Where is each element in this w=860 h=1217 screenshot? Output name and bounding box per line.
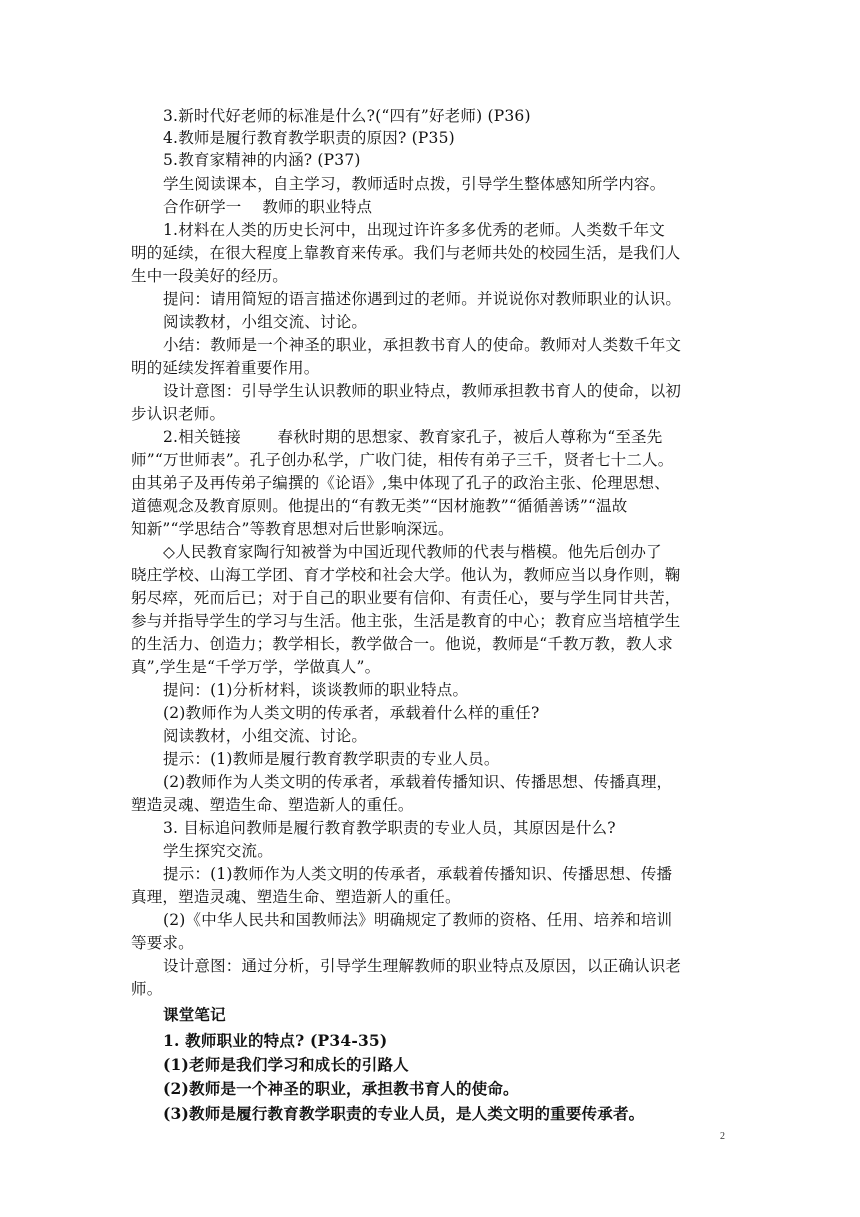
text-line: 阅读教材，小组交流、讨论。 (163, 313, 368, 331)
text-line: (2)教师作为人类文明的传承者，承载着什么样的重任? (163, 704, 540, 722)
text-line: 的生活力、创造力；教学相长，教学做合一。他说，教师是“千教万教，教人求 (131, 635, 673, 653)
text-line: 5.教育家精神的内涵? (P37) (163, 151, 361, 169)
text-line: 知新”“学思结合”等教育思想对后世影响深远。 (131, 520, 454, 538)
text-line: 设计意图：引导学生认识教师的职业特点，教师承担教书育人的使命，以初 (163, 382, 682, 400)
text-line: 1.材料在人类的历史长河中，出现过许许多多优秀的老师。人类数千年文 (163, 221, 665, 239)
text-line: 2.相关链接 春秋时期的思想家、教育家孔子，被后人尊称为“至圣先 (163, 428, 663, 446)
text-line: 明的延续，在很大程度上靠教育来传承。我们与老师共处的校园生活，是我们人 (131, 244, 681, 262)
text-line: 步认识老师。 (131, 405, 226, 423)
text-line: 由其弟子及再传弟子编撰的《论语》,集中体现了孔子的政治主张、伦理思想、 (131, 474, 670, 492)
text-line: 3. 目标追问教师是履行教育教学职责的专业人员，其原因是什么? (163, 819, 616, 837)
text-line: 真理，塑造灵魂、塑造生命、塑造新人的重任。 (131, 888, 461, 906)
page-number: 2 (720, 1131, 725, 1142)
text-line: 师。 (131, 980, 163, 998)
text-line: 4.教师是履行教育教学职责的原因? (P35) (163, 129, 455, 147)
text-line: 真”,学生是“千学万学，学做真人”。 (131, 658, 381, 676)
notes-question: 1. 教师职业的特点? (P34-35) (163, 1031, 388, 1050)
text-line: ◇人民教育家陶行知被誉为中国近现代教师的代表与楷模。他先后创办了 (163, 543, 662, 561)
text-line: 提示：(1)教师是履行教育教学职责的专业人员。 (163, 750, 500, 768)
text-line: (2)教师作为人类文明的传承者，承载着传播知识、传播思想、传播真理， (163, 773, 673, 791)
text-line: 明的延续发挥着重要作用。 (131, 359, 320, 377)
text-line: 道德观念及教育原则。他提出的“有教无类”“因材施教”“循循善诱”“温故 (131, 497, 628, 515)
text-line: 提示：(1)教师作为人类文明的传承者，承载着传播知识、传播思想、传播 (163, 865, 673, 883)
text-line: 学生阅读课本，自主学习，教师适时点拨，引导学生整体感知所学内容。 (163, 175, 666, 193)
text-line: 师”“万世师表”。孔子创办私学，广收门徒，相传有弟子三千，贤者七十二人。 (131, 451, 674, 469)
text-line: 晓庄学校、山海工学团、育才学校和社会大学。他认为，教师应当以身作则，鞠 (131, 566, 681, 584)
notes-point: (1)老师是我们学习和成长的引路人 (163, 1055, 409, 1074)
text-line: 生中一段美好的经历。 (131, 267, 289, 285)
text-line: 设计意图：通过分析，引导学生理解教师的职业特点及原因，以正确认识老 (163, 957, 682, 975)
text-line: 等要求。 (131, 934, 194, 952)
text-line: 参与并指导学生的学习与生活。他主张，生活是教育的中心；教育应当培植学生 (131, 612, 681, 630)
text-line: 学生探究交流。 (163, 842, 273, 860)
text-line: 提问：请用简短的语言描述你遇到过的老师。并说说你对教师职业的认识。 (163, 290, 682, 308)
notes-point: (2)教师是一个神圣的职业，承担教书育人的使命。 (163, 1079, 519, 1098)
text-line: 3.新时代好老师的标准是什么?(“四有”好老师) (P36) (163, 107, 531, 125)
notes-heading: 课堂笔记 (163, 1005, 226, 1024)
text-line: (2)《中华人民共和国教师法》明确规定了教师的资格、任用、培养和培训 (163, 911, 673, 929)
notes-point: (3)教师是履行教育教学职责的专业人员，是人类文明的重要传承者。 (163, 1104, 645, 1123)
text-line: 躬尽瘁，死而后已；对于自己的职业要有信仰、有责任心，要与学生同甘共苦， (131, 589, 681, 607)
text-line: 塑造灵魂、塑造生命、塑造新人的重任。 (131, 796, 414, 814)
text-line: 提问：(1)分析材料，谈谈教师的职业特点。 (163, 681, 469, 699)
section-heading: 合作研学一 教师的职业特点 (163, 198, 373, 216)
text-line: 阅读教材，小组交流、讨论。 (163, 727, 368, 745)
text-line: 小结：教师是一个神圣的职业，承担教书育人的使命。教师对人类数千年文 (163, 336, 682, 354)
